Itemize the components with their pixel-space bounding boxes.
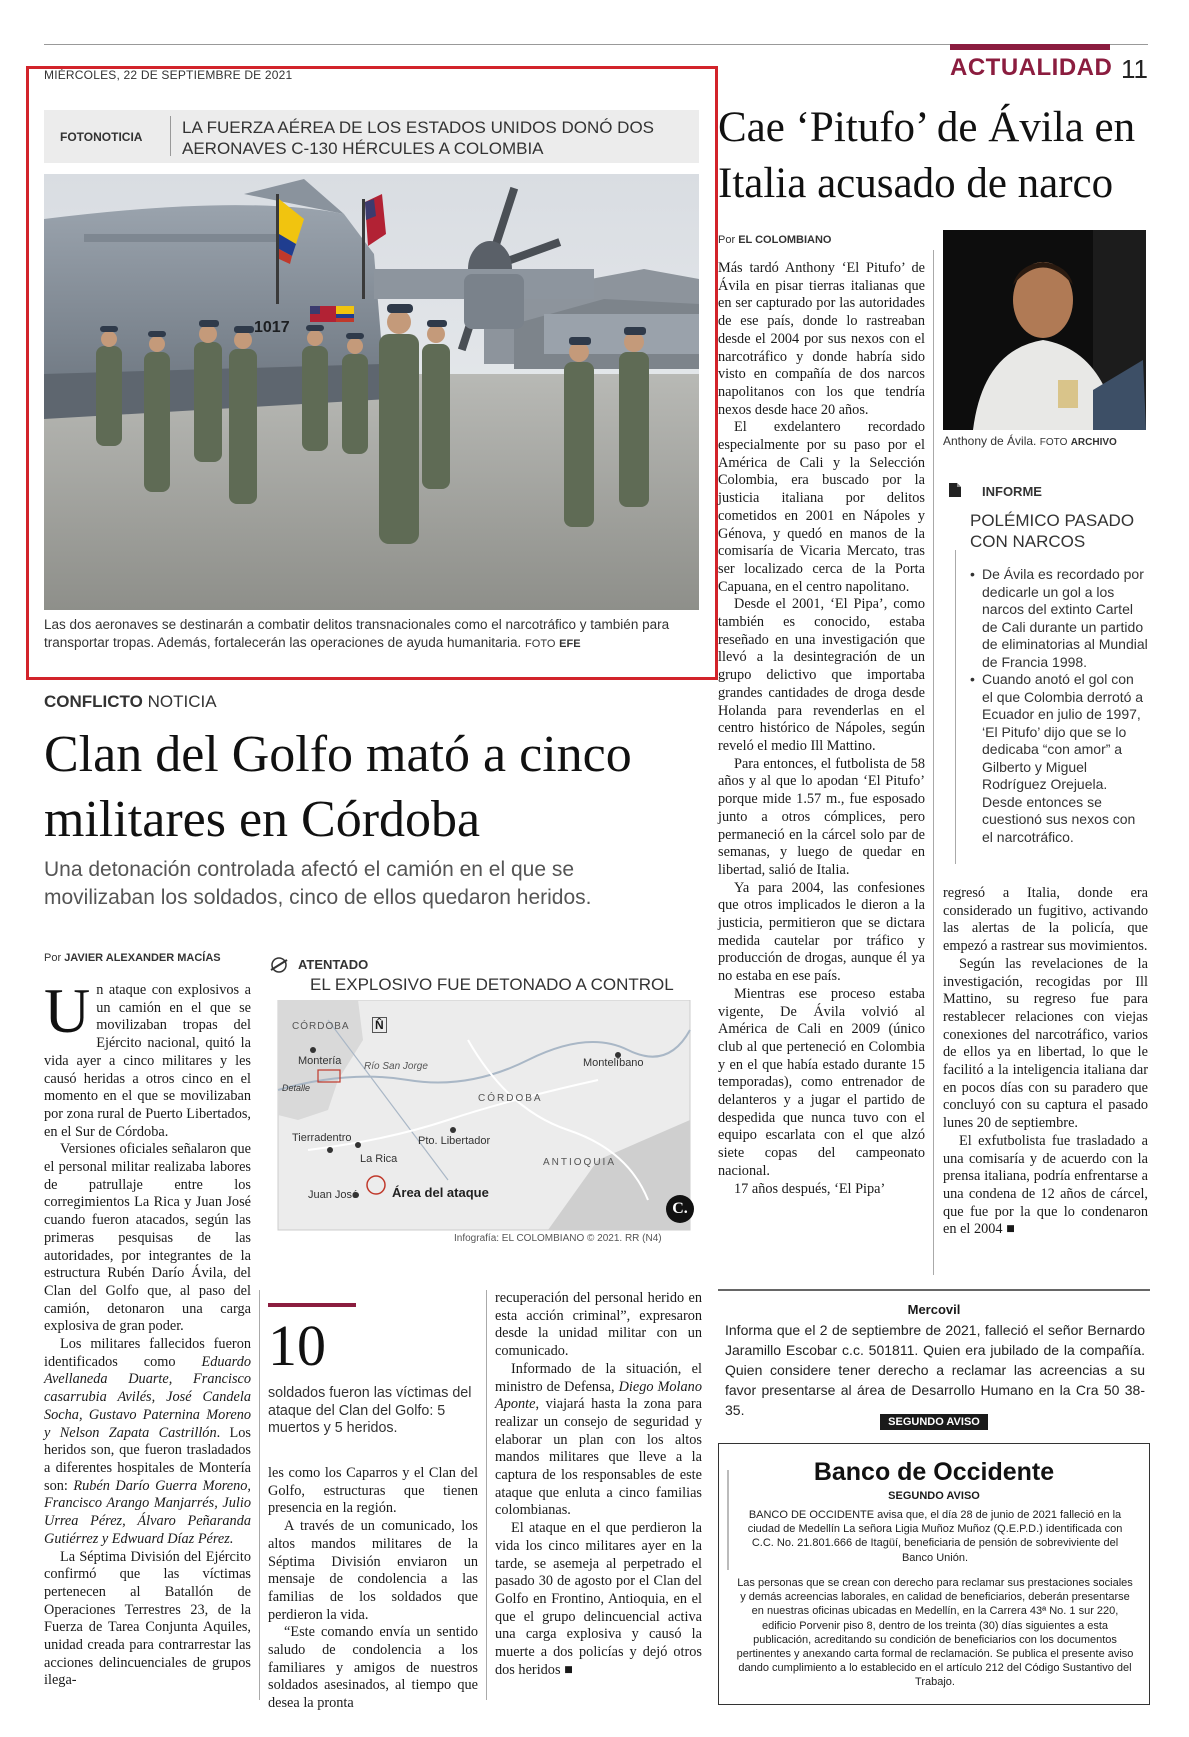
clan-byline <box>44 952 221 964</box>
paragraph: Según las revelaciones de la investigación, recogidas por Ill Mattino, su regreso fue para restablecer relaciones con viejas conexiones del narcotráfico, varios de ellos ya en libertad, lo que le facilitó a la inteligencia italiana dar en pocos días con su paradero que concluyó con su captura el pasado lunes 20 de septiembre. <box>943 955 1148 1132</box>
credit-prefix: FOTO <box>525 638 556 650</box>
kicker-section: CONFLICTO <box>44 692 143 711</box>
paragraph-text: . Los heridos son, que fueron trasladados a diferentes hospitales de Montería son: <box>44 1424 251 1494</box>
paragraph-text: , viajará hasta la zona para realizar un consejo de seguridad y elaborar un plan con los altos mandos militares que lleve a la captura de los responsables de este ataque que enluta a cinco familias colombianas. <box>495 1396 702 1519</box>
paragraph: Mientras ese proceso estaba vigente, De Ávila volvió al América de Cali en 2009 (único club al que perteneció en Colombia y en el que había estado durante 15 temporadas), como entrenador de delanteros y a jugar el partido de despedida que nunca tuvo con el equipo escarlata con el que alzó siete copas del campeonato nacional. <box>718 985 925 1179</box>
minister-name: Diego Molano Aponte <box>495 1378 702 1413</box>
column-rule <box>259 1290 260 1700</box>
portrait-caption <box>943 434 1117 448</box>
page-number: 11 <box>1121 54 1148 84</box>
mercovil-badge: SEGUNDO AVISO <box>880 1414 988 1430</box>
aircraft-photo <box>44 174 699 610</box>
paragraph: 17 años después, ‘El Pipa’ <box>734 1180 886 1197</box>
paragraph <box>495 1361 702 1520</box>
byline-prefix: Por <box>44 952 62 964</box>
paragraph: recuperación del personal herido en esta acción criminal”, expresaron desde la unidad militar con un comunicado. <box>495 1290 702 1360</box>
kicker-type: NOTICIA <box>147 692 217 711</box>
map-label-rio: Río San Jorge <box>364 1061 428 1072</box>
map-label: ATENTADO <box>298 957 369 972</box>
caption-text: Anthony de Ávila. <box>943 434 1037 448</box>
divider <box>170 116 171 156</box>
paragraph <box>44 1336 251 1548</box>
paragraph: “Este comando envía un sentido saludo de condolencia a los familiares y amigos de nuestros soldados asesinados, al tiempo que desea la pronta <box>268 1624 478 1712</box>
informe-label: INFORME <box>982 484 1042 499</box>
photo-caption <box>44 616 699 653</box>
mercovil-title: Mercovil <box>907 1302 961 1317</box>
banco-paragraph-2: Las personas que se crean con derecho para reclamar sus prestaciones sociales y demás acreencias laborales, en calidad de beneficiarios, deberán presentarse en nuestras oficinas ubicadas en Medellín, en la Carrera 43ª No. 1 sur 220, edificio Porvenir piso 8, dentro de los treinta (30) días siguientes a esta publicación, acreditando su condición de beneficiarios con los documentos pertinentes y anexando carta formal de reclamación. Se publica el presente aviso dando cumplimiento a lo establecido en el artículo 212 del Código Sustantivo del Trabajo. <box>736 1577 1134 1689</box>
clan-column-1 <box>44 975 251 1690</box>
informe-list <box>970 566 1148 846</box>
paragraph: El exfutbolista fue trasladado a una comisaría y de acuerdo con la prensa italiana, podría enfrentarse a una condena de 12 años de cárcel, que fue por la que lo condenaron en el 2004 ■ <box>943 1132 1148 1238</box>
section-bar <box>950 44 1110 50</box>
paragraph: Desde el 2001, ‘El Pipa’, como también es conocido, estaba reseñado en una investigación que llevó a la desintegración de un grupo delictivo que importaba grandes cantidades de droga desde Holanda para revenderlas en el centro histórico de Nápoles, según reveló el medio Ill Mattino. <box>718 596 925 754</box>
paragraph: El exdelantero recordado especialmente por su paso por el América de Cali y la Selección Colombia, era buscado por la justicia italiana por delitos cometidos en 2001 en Nápoles y Génova, y quedó en manos de la comisaría de Vicaria Mercato, tras ser localizado cerca de la Porta Capuana, en el centro napolitano. <box>718 419 925 595</box>
pitufo-byline <box>718 234 831 246</box>
clan-deck: Una detonación controlada afectó el camión en el que se movilizaban los soldados, cinco de ellos quedaron heridos. <box>44 858 592 909</box>
portrait-illustration <box>943 230 1146 430</box>
fotonoticia-label: FOTONOTICIA <box>60 130 143 144</box>
paragraph-text: Informado de la situación, el ministro de Defensa, <box>495 1360 702 1395</box>
map-label-juan-jose: Juan José <box>308 1189 359 1201</box>
clan-headline: Clan del Golfo mató a cinco militares en Córdoba <box>44 726 632 848</box>
clan-column-2 <box>268 1465 478 1713</box>
map-label-detalle: Detalle <box>282 1083 311 1093</box>
credit-prefix: FOTO <box>1039 437 1068 448</box>
map-label-antioquia: ANTIOQUIA <box>543 1157 617 1168</box>
byline-prefix: Por <box>718 234 736 246</box>
victim-names: Eduardo Avellaneda Duarte, Francisco casarrubia Avilés, José Candela Socha, Gustavo Paternina Moreno y Nelson Zapata Castrillón <box>44 1353 251 1441</box>
dropcap: U <box>44 975 91 1046</box>
wounded-names: Rubén Darío Guerra Moreno, Francisco Arango Manjarrés, Julio Urrea Pérez, Álvaro Peñaranda Gutiérrez y Edwuard Díaz Pérez. <box>44 1477 251 1547</box>
paragraph <box>44 975 251 1141</box>
paragraph: regresó a Italia, donde era considerado un fugitivo, activando las alertas de la policía, que empezó a rastrear sus movimientos. <box>943 885 1148 955</box>
notice-rule <box>718 1289 1150 1291</box>
list-item: • Cuando anotó el gol con el que Colombia derrotó a Ecuador en julio de 1997, ‘El Pitufo’ dijo que se lo dedicaba “con amor” a Gilberto y Miguel Rodríguez Orejuela. Desde entonces se cuestionó sus nexos con el narcotráfico. <box>970 671 1148 846</box>
paragraph: les como los Caparros y el Clan del Golfo, estructuras que tienen presencia en la región. <box>268 1465 478 1517</box>
paragraph: La Séptima División del Ejército confirmó que las víctimas pertenecen al Batallón de Operaciones Terrestres 23, de la Fuerza de Tarea Conjunta Aquiles, unidad creada para contrarrestar las acciones delincuenciales de grupos ilega- <box>44 1548 251 1689</box>
document-icon <box>948 482 962 503</box>
map-label-cordoba-top: CÓRDOBA <box>292 1021 350 1032</box>
mercovil-badge-wrap <box>718 1412 1150 1430</box>
map-label-area: Área del ataque <box>392 1185 489 1200</box>
banco-paragraph-1: BANCO DE OCCIDENTE avisa que, el día 28 de junio de 2021 falleció en la ciudad de Medellín La señora Ligia Muñoz Muñoz (Q.E.P.D.) identificada con C.C. No. 21.801.666 de Itagüí, beneficiaria de pensión de sobreviviente del Banco Unión. <box>747 1509 1123 1564</box>
page-date: MIÉRCOLES, 22 DE SEPTIEMBRE DE 2021 <box>44 68 293 82</box>
north-arrow-icon: N̂ <box>372 1017 387 1033</box>
column-rule <box>933 250 934 1275</box>
portrait-photo <box>943 230 1146 430</box>
photo-credit: ARCHIVO <box>1070 437 1117 448</box>
paragraph: Versiones oficiales señalaron que el personal militar realizaba labores de patrullaje entre los corregimientos La Rica y Juan José cuando fueron atacados, según las primeras pesquisas de las autoridades, por integrantes de la estructura Rubén Darío Ávila, del Clan del Golfo que, al paso del camión, detonaron una carga explosiva de gran poder. <box>44 1141 251 1335</box>
attack-map <box>268 955 700 1245</box>
stat-number: 10 <box>268 1313 326 1378</box>
caption-text: Las dos aeronaves se destinarán a combatir delitos transnacionales como el narcotráfico y también para transportar tropas. Además, fortalecerán las operaciones de ayuda humanitaria. <box>44 617 670 650</box>
paragraph: Ya para 2004, las confesiones que otros implicados le dieron a la justicia, permitieron que se dictara medida cautelar por tráfico y producción de drogas, aunque él ya no estaba en ese país. <box>718 879 925 985</box>
clan-column-3 <box>495 1290 702 1679</box>
byline-author: JAVIER ALEXANDER MACÍAS <box>64 952 221 964</box>
banco-subtitle: SEGUNDO AVISO <box>888 1490 980 1502</box>
byline-author: EL COLOMBIANO <box>738 234 832 246</box>
map-label-cordoba: CÓRDOBA <box>478 1093 543 1104</box>
map-label-montelibano: Montelíbano <box>583 1057 644 1069</box>
informe-rule <box>955 550 956 864</box>
map-label-tierradentro: Tierradentro <box>292 1132 352 1144</box>
mercovil-text: Informa que el 2 de septiembre de 2021, falleció el señor Bernardo Jaramillo Escobar c.c. 501811. Quien era jubilado de la compañía. Quien considere tener derecho a reclamar las acreencias a su favor presentarse al área de Desarrollo Humano en la Cra 50 38-35. <box>725 1322 1145 1418</box>
pitufo-column-1 <box>718 260 925 1198</box>
pitufo-headline: Cae ‘Pitufo’ de Ávila en Italia acusado de narco <box>718 104 1136 207</box>
stat-text: soldados fueron las víctimas del ataque del Clan del Golfo: 5 muertos y 5 heridos. <box>268 1385 472 1436</box>
rifle-icon <box>268 957 290 978</box>
map-title: EL EXPLOSIVO FUE DETONADO A CONTROL <box>310 975 674 994</box>
el-colombiano-logo: C. <box>666 1195 694 1223</box>
stat-rule <box>268 1303 356 1307</box>
pitufo-column-2 <box>943 885 1148 1239</box>
section-name: ACTUALIDAD <box>950 54 1113 81</box>
column-rule <box>486 1290 487 1700</box>
map-label-monteria: Montería <box>298 1055 342 1067</box>
clan-kicker <box>44 692 217 712</box>
map-label-libertador: Pto. Libertador <box>418 1135 491 1147</box>
fotonoticia-title: LA FUERZA AÉREA DE LOS ESTADOS UNIDOS DONÓ DOS AERONAVES C-130 HÉRCULES A COLOMBIA <box>182 118 655 158</box>
paragraph: El ataque en el que perdieron la vida los cinco militares ayer en la tarde, se asemeja al perpetrado el pasado 30 de agosto por el Clan del Golfo en Frontino, Antioquia, en el que el grupo delincuencial activa una carga explosiva y causó la muerte a dos policías y dejó otros dos heridos ■ <box>495 1520 702 1678</box>
aircraft-photo-illustration <box>44 174 699 610</box>
paragraph: Más tardó Anthony ‘El Pitufo’ de Ávila en pisar tierras italianas que en ser capturado por las autoridades de ese país, donde lo rastreaban desde el 2004 por sus nexos con el narcotráfico y donde habría sido visto en compañía de dos narcos napolitanos con los que tendría nexos desde hace 20 años. <box>718 260 925 418</box>
svg-text:1017: 1017 <box>254 319 290 336</box>
paragraph: A través de un comunicado, los altos mandos militares de la Séptima División enviaron un mensaje de condolencia a las familias de los soldados que perdieron la vida. <box>268 1518 478 1623</box>
map-credit: Infografía: EL COLOMBIANO © 2021. RR (N4) <box>454 1233 662 1244</box>
list-item: • De Ávila es recordado por dedicarle un gol a los narcos del extinto Cartel de Cali durante un partido de eliminatorias al Mundial de Francia 1998. <box>970 566 1148 671</box>
paragraph-text: Los militares fallecidos fueron identificados como <box>44 1336 251 1370</box>
informe-title: POLÉMICO PASADO CON NARCOS <box>970 511 1135 551</box>
photo-credit: EFE <box>559 638 581 650</box>
map-label-la-rica: La Rica <box>360 1153 398 1165</box>
paragraph-text: n ataque con explosivos a un camión en el que se movilizaban tropas del Ejército nacional, quitó la vida ayer a cinco militares y les causó heridas a otros cinco en el momento en el que se movilizaban por zona rural de Puerto Libertados, en el Sur de Córdoba. <box>44 982 251 1140</box>
banco-title: Banco de Occidente <box>813 1458 1055 1486</box>
paragraph: Para entonces, el futbolista de 58 años y al que lo apodan ‘El Pitufo’ porque mide 1.57 m., fue esposado junto a otros cómplices, pero permaneció en la cárcel solo par de semanas, y luego de quedar en libertad, salió de Italia. <box>718 755 925 878</box>
